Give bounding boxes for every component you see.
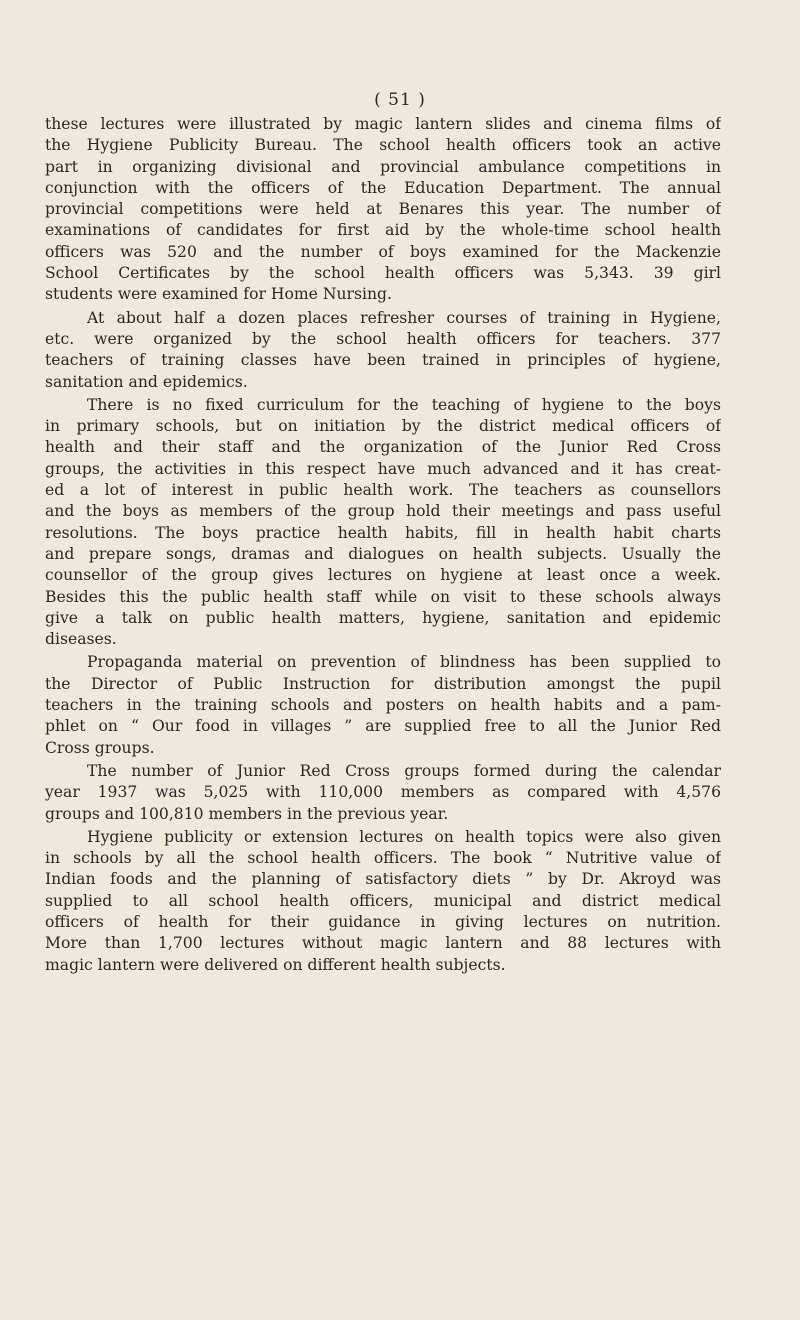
text-line: At about half a dozen places refresher courses of training in Hygiene, (87, 308, 721, 327)
paragraph (45, 827, 721, 976)
text-line: and the boys as members of the group hold their meetings and pass useful (45, 502, 721, 521)
text-line: give a talk on public health matters, hygiene, sanitation and epidemic (45, 608, 721, 627)
text-line: and prepare songs, dramas and dialogues on health subjects. Usually the (45, 544, 721, 563)
text-line: the Hygiene Publicity Bureau. The school health officers took an active (45, 136, 721, 155)
text-line: officers of health for their guidance in giving lectures on nutrition. (45, 912, 721, 931)
text-line: teachers of training classes have been trained in principles of hygiene, (45, 351, 721, 370)
text-line: year 1937 was 5,025 with 110,000 members as compared with 4,576 (45, 783, 721, 802)
text-line: School Certificates by the school health officers was 5,343. 39 girl (45, 264, 721, 283)
paragraph (45, 652, 721, 758)
text-line: officers was 520 and the number of boys examined for the Mackenzie (45, 242, 721, 261)
text-line: There is no fixed curriculum for the teaching of hygiene to the boys (87, 395, 721, 414)
text-line: Propaganda material on prevention of blindness has been supplied to (87, 653, 721, 672)
text-line: provincial competitions were held at Benares this year. The number of (45, 200, 721, 219)
paragraph (45, 761, 721, 825)
text-line: magic lantern were delivered on different health subjects. (45, 955, 506, 974)
text-line: students were examined for Home Nursing. (45, 285, 392, 304)
text-line: the Director of Public Instruction for distribution amongst the pupil (45, 674, 721, 693)
text-line: Cross groups. (45, 738, 155, 757)
text-line: counsellor of the group gives lectures on hygiene at least once a week. (45, 566, 721, 585)
text-line: in schools by all the school health officers. The book “ Nutritive value of (45, 849, 721, 868)
text-line: sanitation and epidemics. (45, 372, 248, 391)
text-line: Indian foods and the planning of satisfactory diets ” by Dr. Akroyd was (45, 870, 721, 889)
paragraph (45, 395, 721, 651)
text-line: phlet on “ Our food in villages ” are supplied free to all the Junior Red (45, 717, 721, 736)
text-line: in primary schools, but on initiation by the district medical officers of (45, 417, 721, 436)
text-line: groups and 100,810 members in the previous year. (45, 804, 449, 823)
page-number: ( 51 ) (374, 90, 426, 110)
text-line: diseases. (45, 630, 117, 649)
text-line: conjunction with the officers of the Education Department. The annual (45, 178, 721, 197)
text-line: health and their staff and the organization of the Junior Red Cross (45, 438, 721, 457)
text-line: groups, the activities in this respect have much advanced and it has creat- (45, 459, 721, 478)
body-text (45, 114, 721, 978)
text-line: etc. were organized by the school health officers for teachers. 377 (45, 329, 721, 348)
text-line: ed a lot of interest in public health work. The teachers as counsellors (45, 481, 721, 500)
text-line: Hygiene publicity or extension lectures on health topics were also given (87, 827, 721, 846)
text-line: teachers in the training schools and posters on health habits and a pam- (45, 696, 721, 715)
text-line: resolutions. The boys practice health habits, fill in health habit charts (45, 523, 721, 542)
text-line: More than 1,700 lectures without magic lantern and 88 lectures with (45, 934, 721, 953)
paragraph (45, 114, 721, 306)
text-line: these lectures were illustrated by magic lantern slides and cinema films of (45, 115, 721, 133)
paragraph (45, 308, 721, 393)
text-line: examinations of candidates for first aid by the whole-time school health (45, 221, 721, 240)
text-line: part in organizing divisional and provincial ambulance competitions in (45, 157, 721, 176)
text-line: supplied to all school health officers, municipal and district medical (45, 891, 721, 910)
text-line: The number of Junior Red Cross groups formed during the calendar (87, 761, 721, 780)
text-line: Besides this the public health staff while on visit to these schools always (45, 587, 721, 606)
